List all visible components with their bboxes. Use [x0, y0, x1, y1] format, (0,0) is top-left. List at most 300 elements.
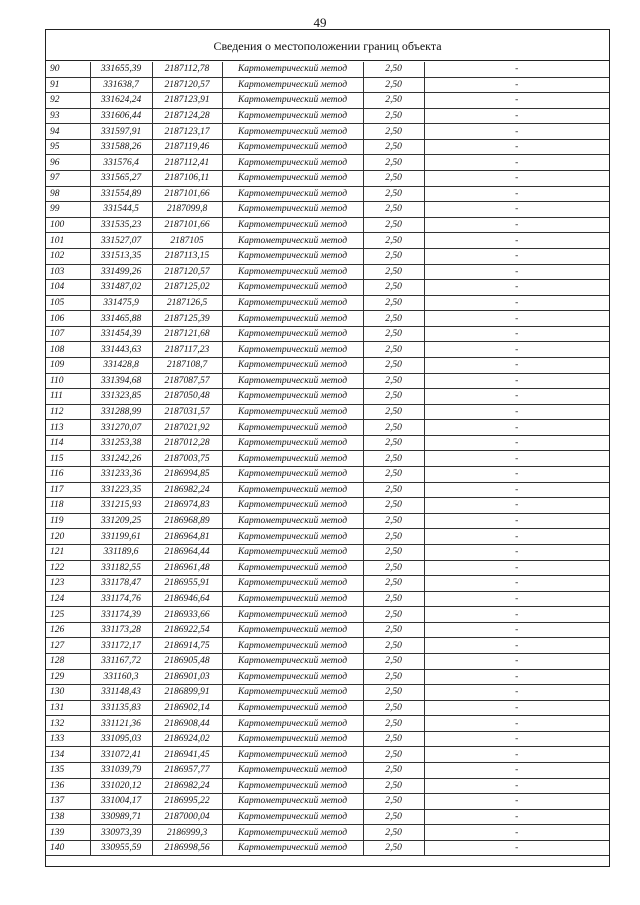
x-coordinate-cell: 331182,55 [90, 560, 152, 576]
x-coordinate-cell: 331288,99 [90, 404, 152, 420]
y-coordinate-cell: 2186964,44 [152, 544, 222, 560]
method-cell: Картометрический метод [222, 809, 363, 825]
description-cell: - [424, 280, 609, 296]
y-coordinate-cell: 2186941,45 [152, 747, 222, 763]
x-coordinate-cell: 330989,71 [90, 809, 152, 825]
x-coordinate-cell: 331172,17 [90, 638, 152, 654]
table-row [46, 809, 609, 825]
point-number-cell: 106 [46, 311, 90, 327]
table-row [46, 482, 609, 498]
point-number-cell: 112 [46, 404, 90, 420]
table-row [46, 155, 609, 171]
point-number-cell: 123 [46, 576, 90, 592]
accuracy-cell: 2,50 [363, 357, 424, 373]
description-cell: - [424, 700, 609, 716]
y-coordinate-cell: 2187012,28 [152, 435, 222, 451]
y-coordinate-cell: 2187113,15 [152, 248, 222, 264]
x-coordinate-cell: 331242,26 [90, 451, 152, 467]
method-cell: Картометрический метод [222, 794, 363, 810]
y-coordinate-cell: 2186964,81 [152, 529, 222, 545]
table-row [46, 202, 609, 218]
method-cell: Картометрический метод [222, 233, 363, 249]
accuracy-cell: 2,50 [363, 404, 424, 420]
description-cell: - [424, 747, 609, 763]
accuracy-cell: 2,50 [363, 529, 424, 545]
description-cell: - [424, 217, 609, 233]
y-coordinate-cell: 2187101,66 [152, 186, 222, 202]
description-cell: - [424, 420, 609, 436]
x-coordinate-cell: 331428,8 [90, 357, 152, 373]
point-number-cell: 129 [46, 669, 90, 685]
y-coordinate-cell: 2187117,23 [152, 342, 222, 358]
y-coordinate-cell: 2186982,24 [152, 482, 222, 498]
method-cell: Картометрический метод [222, 840, 363, 856]
table-row [46, 529, 609, 545]
description-cell: - [424, 825, 609, 841]
table-row [46, 77, 609, 93]
accuracy-cell: 2,50 [363, 716, 424, 732]
x-coordinate-cell: 331443,63 [90, 342, 152, 358]
y-coordinate-cell: 2187123,17 [152, 124, 222, 140]
point-number-cell: 120 [46, 529, 90, 545]
description-cell: - [424, 544, 609, 560]
x-coordinate-cell: 330955,59 [90, 840, 152, 856]
accuracy-cell: 2,50 [363, 576, 424, 592]
y-coordinate-cell: 2186922,54 [152, 622, 222, 638]
x-coordinate-cell: 331554,89 [90, 186, 152, 202]
table-row [46, 248, 609, 264]
point-number-cell: 95 [46, 139, 90, 155]
table-row [46, 576, 609, 592]
table-row [46, 840, 609, 856]
accuracy-cell: 2,50 [363, 747, 424, 763]
table-row [46, 295, 609, 311]
table-row [46, 669, 609, 685]
x-coordinate-cell: 331465,88 [90, 311, 152, 327]
accuracy-cell: 2,50 [363, 513, 424, 529]
point-number-cell: 111 [46, 389, 90, 405]
accuracy-cell: 2,50 [363, 435, 424, 451]
y-coordinate-cell: 2187125,02 [152, 280, 222, 296]
description-cell: - [424, 794, 609, 810]
description-cell: - [424, 264, 609, 280]
method-cell: Картометрический метод [222, 93, 363, 109]
y-coordinate-cell: 2186905,48 [152, 653, 222, 669]
table-row [46, 763, 609, 779]
accuracy-cell: 2,50 [363, 62, 424, 77]
accuracy-cell: 2,50 [363, 311, 424, 327]
x-coordinate-cell: 331499,26 [90, 264, 152, 280]
method-cell: Картометрический метод [222, 202, 363, 218]
table-row [46, 62, 609, 77]
table-row [46, 264, 609, 280]
table-row [46, 139, 609, 155]
description-cell: - [424, 77, 609, 93]
description-cell: - [424, 467, 609, 483]
accuracy-cell: 2,50 [363, 482, 424, 498]
x-coordinate-cell: 331174,39 [90, 607, 152, 623]
accuracy-cell: 2,50 [363, 420, 424, 436]
y-coordinate-cell: 2186908,44 [152, 716, 222, 732]
point-number-cell: 127 [46, 638, 90, 654]
method-cell: Картометрический метод [222, 544, 363, 560]
point-number-cell: 126 [46, 622, 90, 638]
description-cell: - [424, 435, 609, 451]
point-number-cell: 119 [46, 513, 90, 529]
point-number-cell: 98 [46, 186, 90, 202]
accuracy-cell: 2,50 [363, 840, 424, 856]
accuracy-cell: 2,50 [363, 498, 424, 514]
coordinates-table [46, 62, 609, 856]
x-coordinate-cell: 331394,68 [90, 373, 152, 389]
table-row [46, 794, 609, 810]
accuracy-cell: 2,50 [363, 217, 424, 233]
description-cell: - [424, 669, 609, 685]
table-row [46, 217, 609, 233]
y-coordinate-cell: 2187101,66 [152, 217, 222, 233]
accuracy-cell: 2,50 [363, 155, 424, 171]
point-number-cell: 133 [46, 731, 90, 747]
method-cell: Картометрический метод [222, 638, 363, 654]
description-cell: - [424, 638, 609, 654]
y-coordinate-cell: 2187021,92 [152, 420, 222, 436]
point-number-cell: 105 [46, 295, 90, 311]
table-row [46, 716, 609, 732]
point-number-cell: 97 [46, 171, 90, 187]
description-cell: - [424, 482, 609, 498]
method-cell: Картометрический метод [222, 77, 363, 93]
x-coordinate-cell: 331588,26 [90, 139, 152, 155]
y-coordinate-cell: 2187112,41 [152, 155, 222, 171]
point-number-cell: 130 [46, 685, 90, 701]
method-cell: Картометрический метод [222, 591, 363, 607]
point-number-cell: 107 [46, 326, 90, 342]
x-coordinate-cell: 331209,25 [90, 513, 152, 529]
accuracy-cell: 2,50 [363, 326, 424, 342]
table-row [46, 731, 609, 747]
y-coordinate-cell: 2187099,8 [152, 202, 222, 218]
method-cell: Картометрический метод [222, 529, 363, 545]
accuracy-cell: 2,50 [363, 794, 424, 810]
description-cell: - [424, 685, 609, 701]
method-cell: Картометрический метод [222, 622, 363, 638]
method-cell: Картометрический метод [222, 124, 363, 140]
table-row [46, 171, 609, 187]
description-cell: - [424, 62, 609, 77]
method-cell: Картометрический метод [222, 155, 363, 171]
method-cell: Картометрический метод [222, 685, 363, 701]
x-coordinate-cell: 331323,85 [90, 389, 152, 405]
description-cell: - [424, 607, 609, 623]
description-cell: - [424, 108, 609, 124]
table-row [46, 778, 609, 794]
table-row [46, 825, 609, 841]
y-coordinate-cell: 2186924,02 [152, 731, 222, 747]
y-coordinate-cell: 2186999,3 [152, 825, 222, 841]
x-coordinate-cell: 331135,83 [90, 700, 152, 716]
method-cell: Картометрический метод [222, 326, 363, 342]
accuracy-cell: 2,50 [363, 389, 424, 405]
y-coordinate-cell: 2187000,04 [152, 809, 222, 825]
x-coordinate-cell: 331576,4 [90, 155, 152, 171]
point-number-cell: 90 [46, 62, 90, 77]
description-cell: - [424, 591, 609, 607]
table-row [46, 311, 609, 327]
y-coordinate-cell: 2187124,28 [152, 108, 222, 124]
method-cell: Картометрический метод [222, 280, 363, 296]
table-row [46, 420, 609, 436]
table-row [46, 560, 609, 576]
accuracy-cell: 2,50 [363, 560, 424, 576]
x-coordinate-cell: 331565,27 [90, 171, 152, 187]
point-number-cell: 124 [46, 591, 90, 607]
y-coordinate-cell: 2187050,48 [152, 389, 222, 405]
x-coordinate-cell: 331233,36 [90, 467, 152, 483]
description-cell: - [424, 622, 609, 638]
y-coordinate-cell: 2186899,91 [152, 685, 222, 701]
method-cell: Картометрический метод [222, 482, 363, 498]
accuracy-cell: 2,50 [363, 248, 424, 264]
table-row [46, 622, 609, 638]
accuracy-cell: 2,50 [363, 638, 424, 654]
accuracy-cell: 2,50 [363, 93, 424, 109]
y-coordinate-cell: 2186974,83 [152, 498, 222, 514]
accuracy-cell: 2,50 [363, 825, 424, 841]
description-cell: - [424, 716, 609, 732]
method-cell: Картометрический метод [222, 731, 363, 747]
y-coordinate-cell: 2186933,66 [152, 607, 222, 623]
x-coordinate-cell: 331638,7 [90, 77, 152, 93]
method-cell: Картометрический метод [222, 825, 363, 841]
accuracy-cell: 2,50 [363, 607, 424, 623]
y-coordinate-cell: 2187108,7 [152, 357, 222, 373]
description-cell: - [424, 295, 609, 311]
table-row [46, 124, 609, 140]
accuracy-cell: 2,50 [363, 467, 424, 483]
method-cell: Картометрический метод [222, 653, 363, 669]
accuracy-cell: 2,50 [363, 653, 424, 669]
method-cell: Картометрический метод [222, 451, 363, 467]
description-cell: - [424, 124, 609, 140]
point-number-cell: 93 [46, 108, 90, 124]
method-cell: Картометрический метод [222, 139, 363, 155]
accuracy-cell: 2,50 [363, 544, 424, 560]
x-coordinate-cell: 331148,43 [90, 685, 152, 701]
accuracy-cell: 2,50 [363, 202, 424, 218]
description-cell: - [424, 326, 609, 342]
description-cell: - [424, 840, 609, 856]
y-coordinate-cell: 2186995,22 [152, 794, 222, 810]
table-row [46, 373, 609, 389]
method-cell: Картометрический метод [222, 248, 363, 264]
method-cell: Картометрический метод [222, 763, 363, 779]
point-number-cell: 125 [46, 607, 90, 623]
point-number-cell: 138 [46, 809, 90, 825]
point-number-cell: 118 [46, 498, 90, 514]
table-row [46, 467, 609, 483]
description-cell: - [424, 498, 609, 514]
method-cell: Картометрический метод [222, 576, 363, 592]
description-cell: - [424, 529, 609, 545]
description-cell: - [424, 342, 609, 358]
table-row [46, 747, 609, 763]
accuracy-cell: 2,50 [363, 108, 424, 124]
y-coordinate-cell: 2186914,75 [152, 638, 222, 654]
y-coordinate-cell: 2186946,64 [152, 591, 222, 607]
y-coordinate-cell: 2187120,57 [152, 264, 222, 280]
method-cell: Картометрический метод [222, 342, 363, 358]
accuracy-cell: 2,50 [363, 451, 424, 467]
point-number-cell: 116 [46, 467, 90, 483]
table-row [46, 389, 609, 405]
point-number-cell: 139 [46, 825, 90, 841]
method-cell: Картометрический метод [222, 389, 363, 405]
description-cell: - [424, 809, 609, 825]
point-number-cell: 108 [46, 342, 90, 358]
method-cell: Картометрический метод [222, 108, 363, 124]
method-cell: Картометрический метод [222, 467, 363, 483]
method-cell: Картометрический метод [222, 747, 363, 763]
point-number-cell: 131 [46, 700, 90, 716]
table-row [46, 544, 609, 560]
method-cell: Картометрический метод [222, 498, 363, 514]
description-cell: - [424, 763, 609, 779]
method-cell: Картометрический метод [222, 357, 363, 373]
table-row [46, 280, 609, 296]
page-number: 49 [313, 15, 327, 30]
point-number-cell: 99 [46, 202, 90, 218]
description-cell: - [424, 731, 609, 747]
table-row [46, 451, 609, 467]
point-number-cell: 135 [46, 763, 90, 779]
description-cell: - [424, 373, 609, 389]
x-coordinate-cell: 331178,47 [90, 576, 152, 592]
x-coordinate-cell: 331544,5 [90, 202, 152, 218]
x-coordinate-cell: 331270,07 [90, 420, 152, 436]
x-coordinate-cell: 331535,23 [90, 217, 152, 233]
table-row [46, 404, 609, 420]
y-coordinate-cell: 2186902,14 [152, 700, 222, 716]
method-cell: Картометрический метод [222, 217, 363, 233]
y-coordinate-cell: 2186998,56 [152, 840, 222, 856]
accuracy-cell: 2,50 [363, 700, 424, 716]
method-cell: Картометрический метод [222, 560, 363, 576]
y-coordinate-cell: 2187120,57 [152, 77, 222, 93]
x-coordinate-cell: 331527,07 [90, 233, 152, 249]
table-row [46, 326, 609, 342]
method-cell: Картометрический метод [222, 435, 363, 451]
accuracy-cell: 2,50 [363, 622, 424, 638]
method-cell: Картометрический метод [222, 62, 363, 77]
point-number-cell: 136 [46, 778, 90, 794]
description-cell: - [424, 653, 609, 669]
description-cell: - [424, 513, 609, 529]
accuracy-cell: 2,50 [363, 373, 424, 389]
y-coordinate-cell: 2187003,75 [152, 451, 222, 467]
x-coordinate-cell: 331121,36 [90, 716, 152, 732]
method-cell: Картометрический метод [222, 716, 363, 732]
description-cell: - [424, 93, 609, 109]
method-cell: Картометрический метод [222, 264, 363, 280]
table-row [46, 342, 609, 358]
method-cell: Картометрический метод [222, 420, 363, 436]
table-row [46, 700, 609, 716]
accuracy-cell: 2,50 [363, 77, 424, 93]
x-coordinate-cell: 331160,3 [90, 669, 152, 685]
table-row [46, 653, 609, 669]
accuracy-cell: 2,50 [363, 591, 424, 607]
method-cell: Картометрический метод [222, 373, 363, 389]
description-cell: - [424, 451, 609, 467]
table-row [46, 498, 609, 514]
point-number-cell: 102 [46, 248, 90, 264]
description-cell: - [424, 311, 609, 327]
table-row [46, 607, 609, 623]
y-coordinate-cell: 2187112,78 [152, 62, 222, 77]
x-coordinate-cell: 331167,72 [90, 653, 152, 669]
point-number-cell: 103 [46, 264, 90, 280]
point-number-cell: 121 [46, 544, 90, 560]
method-cell: Картометрический метод [222, 404, 363, 420]
x-coordinate-cell: 331454,39 [90, 326, 152, 342]
description-cell: - [424, 233, 609, 249]
y-coordinate-cell: 2186982,24 [152, 778, 222, 794]
x-coordinate-cell: 331020,12 [90, 778, 152, 794]
table-row [46, 186, 609, 202]
method-cell: Картометрический метод [222, 513, 363, 529]
x-coordinate-cell: 331095,03 [90, 731, 152, 747]
accuracy-cell: 2,50 [363, 233, 424, 249]
accuracy-cell: 2,50 [363, 778, 424, 794]
y-coordinate-cell: 2187031,57 [152, 404, 222, 420]
accuracy-cell: 2,50 [363, 280, 424, 296]
table-row [46, 435, 609, 451]
x-coordinate-cell: 331253,38 [90, 435, 152, 451]
point-number-cell: 132 [46, 716, 90, 732]
y-coordinate-cell: 2187126,5 [152, 295, 222, 311]
method-cell: Картометрический метод [222, 171, 363, 187]
x-coordinate-cell: 331606,44 [90, 108, 152, 124]
x-coordinate-cell: 331072,41 [90, 747, 152, 763]
y-coordinate-cell: 2187087,57 [152, 373, 222, 389]
point-number-cell: 109 [46, 357, 90, 373]
accuracy-cell: 2,50 [363, 264, 424, 280]
accuracy-cell: 2,50 [363, 669, 424, 685]
table-row [46, 357, 609, 373]
description-cell: - [424, 560, 609, 576]
point-number-cell: 113 [46, 420, 90, 436]
accuracy-cell: 2,50 [363, 124, 424, 140]
point-number-cell: 110 [46, 373, 90, 389]
x-coordinate-cell: 331039,79 [90, 763, 152, 779]
x-coordinate-cell: 331655,39 [90, 62, 152, 77]
description-cell: - [424, 389, 609, 405]
x-coordinate-cell: 330973,39 [90, 825, 152, 841]
accuracy-cell: 2,50 [363, 186, 424, 202]
x-coordinate-cell: 331513,35 [90, 248, 152, 264]
table-row [46, 513, 609, 529]
description-cell: - [424, 202, 609, 218]
table-row [46, 233, 609, 249]
y-coordinate-cell: 2186994,85 [152, 467, 222, 483]
point-number-cell: 134 [46, 747, 90, 763]
method-cell: Картометрический метод [222, 669, 363, 685]
x-coordinate-cell: 331475,9 [90, 295, 152, 311]
y-coordinate-cell: 2187123,91 [152, 93, 222, 109]
point-number-cell: 91 [46, 77, 90, 93]
x-coordinate-cell: 331215,93 [90, 498, 152, 514]
point-number-cell: 101 [46, 233, 90, 249]
